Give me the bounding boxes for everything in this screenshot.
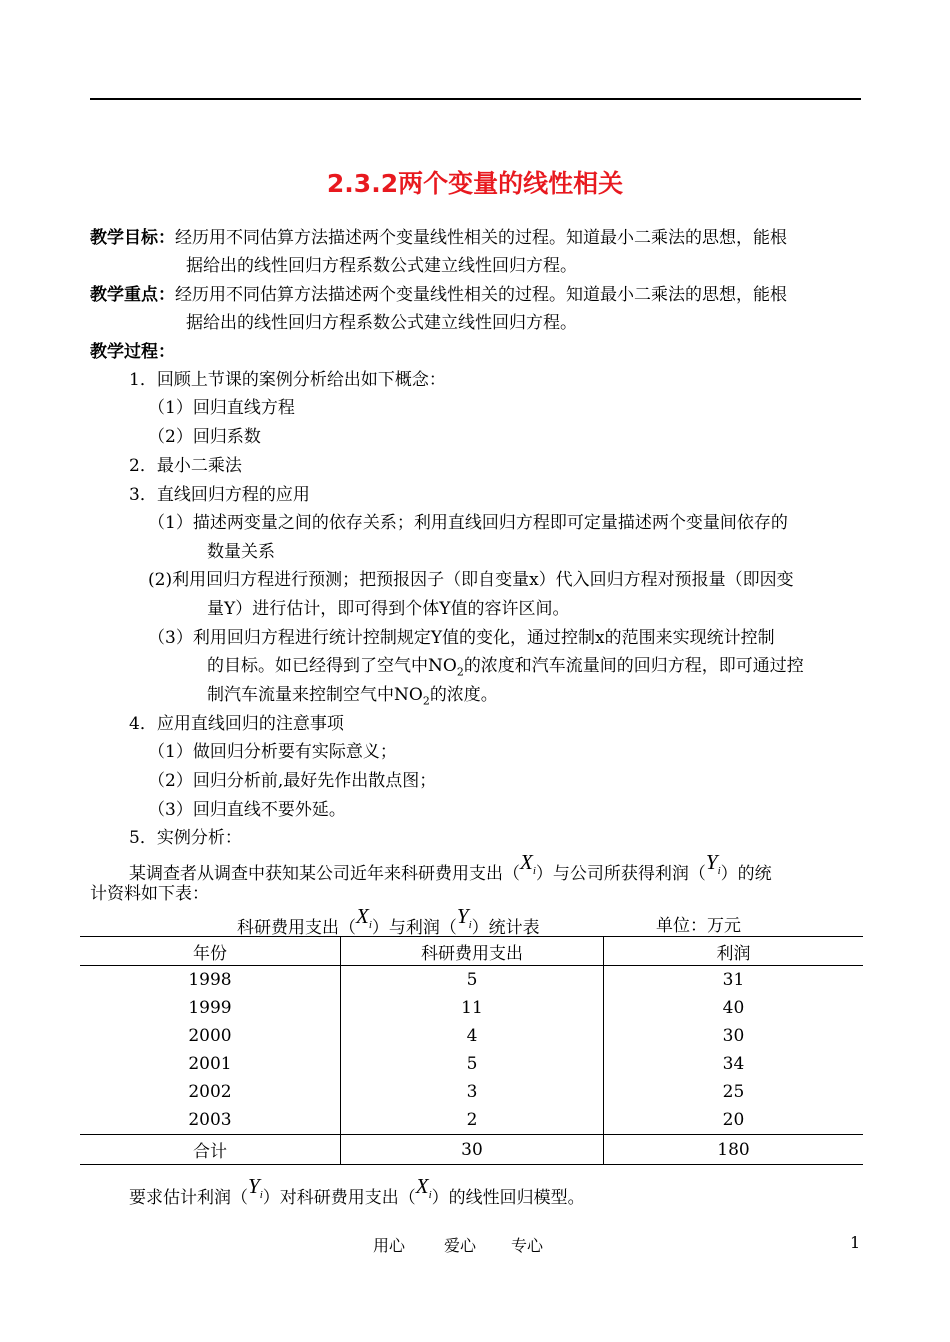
subscript-2: 2 <box>456 665 464 679</box>
example-text-c: ）的统 <box>720 864 772 884</box>
example-line2: 计资料如下表： <box>90 884 209 904</box>
keypoints-line2: 据给出的线性回归方程系数公式建立线性回归方程。 <box>186 313 577 333</box>
cell-expense: 11 <box>341 994 604 1022</box>
var-x: $X_i$ <box>356 904 372 932</box>
cell-year: 2001 <box>80 1050 341 1078</box>
cell-expense: 5 <box>341 966 604 995</box>
cell-expense: 2 <box>341 1106 604 1135</box>
keypoints-line1 <box>90 281 787 309</box>
item-3c-line2-b: 的浓度和汽车流量间的回归方程，即可通过控 <box>463 656 804 676</box>
item-2: 2．最小二乘法 <box>129 456 242 476</box>
item-5: 5．实例分析： <box>129 828 242 848</box>
item-3: 3．直线回归方程的应用 <box>129 485 310 505</box>
requirement-line: 要求估计利润$(Y_i)$对科研费用支出$(X_i)$的线性回归模型。 <box>129 1174 585 1208</box>
table-caption: 科研费用支出$(X_i)$与利润$(Y_i)$统计表 <box>237 904 540 938</box>
example-text-b: ）与公司所获得利润（ <box>535 864 706 884</box>
header-profit: 利润 <box>604 937 864 966</box>
total-profit: 180 <box>604 1135 864 1165</box>
cell-year: 2003 <box>80 1106 341 1135</box>
keypoints-text-1: 经历用不同估算方法描述两个变量线性相关的过程。知道最小二乘法的思想，能根 <box>175 285 787 305</box>
cell-year: 2000 <box>80 1022 341 1050</box>
item-1: 1．回顾上节课的案例分析给出如下概念： <box>129 370 446 390</box>
item-4a: （1）做回归分析要有实际意义； <box>148 742 397 762</box>
table-total-row <box>80 1135 863 1165</box>
var-y: $Y_i$ <box>248 1174 263 1202</box>
header-rule <box>90 98 861 100</box>
example-line1 <box>129 850 772 895</box>
table-header-row <box>80 937 863 966</box>
table-row <box>80 994 863 1022</box>
objectives-text-1: 经历用不同估算方法描述两个变量线性相关的过程。知道最小二乘法的思想，能根 <box>175 228 787 248</box>
cell-expense: 4 <box>341 1022 604 1050</box>
cell-expense: 3 <box>341 1078 604 1106</box>
cell-profit: 34 <box>722 1054 745 1074</box>
footer-middle: 爱心 <box>444 1236 477 1255</box>
cell-profit: 31 <box>722 970 745 990</box>
page-title: 2.3.2两个变量的线性相关 <box>326 169 624 198</box>
var-x: $X_i$ <box>415 1174 432 1202</box>
cell-profit: 20 <box>722 1110 745 1130</box>
example-text-a: 某调查者从调查中获知某公司近年来科研费用支出（ <box>129 864 520 884</box>
table-row <box>80 1106 863 1135</box>
cell-profit: 30 <box>722 1026 745 1046</box>
objectives-line2: 据给出的线性回归方程系数公式建立线性回归方程。 <box>186 256 577 276</box>
var-y: $Y_i$ <box>705 850 721 878</box>
item-3c-line3-a: 制汽车流量来控制空气中NO <box>207 685 423 705</box>
statistics-table <box>80 936 863 1165</box>
item-1b: （2）回归系数 <box>148 427 261 447</box>
var-x: $X_i$ <box>520 850 536 878</box>
cell-expense: 5 <box>341 1050 604 1078</box>
footer-right: 专心 <box>511 1236 544 1255</box>
page-number: 1 <box>850 1233 861 1252</box>
item-4c: （3）回归直线不要外延。 <box>148 800 346 820</box>
item-3b-line1: (2)利用回归方程进行预测；把预报因子（即自变量x）代入回归方程对预报量（即因变 <box>148 570 794 590</box>
table-row <box>80 966 863 995</box>
objectives-label: 教学目标： <box>90 228 175 248</box>
total-label: 合计 <box>80 1135 341 1165</box>
item-3a-line1: （1）描述两变量之间的依存关系；利用直线回归方程即可定量描述两个变量间依存的 <box>148 513 788 533</box>
cell-year: 1998 <box>80 966 341 995</box>
item-4: 4．应用直线回归的注意事项 <box>129 714 344 734</box>
objectives-line1 <box>90 224 787 252</box>
cell-year: 2002 <box>80 1078 341 1106</box>
table-row <box>80 1078 863 1106</box>
item-3a-line2: 数量关系 <box>207 542 275 562</box>
var-y: $Y_i$ <box>456 904 472 932</box>
footer-left: 用心 <box>373 1236 406 1255</box>
item-4b: （2）回归分析前,最好先作出散点图； <box>148 771 437 791</box>
item-1a: （1）回归直线方程 <box>148 398 295 418</box>
header-year: 年份 <box>80 937 341 966</box>
table-row <box>80 1050 863 1078</box>
cell-profit: 25 <box>722 1082 745 1102</box>
cell-year: 1999 <box>80 994 341 1022</box>
table-unit: 单位：万元 <box>656 916 741 936</box>
cell-profit: 40 <box>722 998 745 1018</box>
subscript-2: 2 <box>422 694 430 708</box>
process-label: 教学过程： <box>90 342 175 362</box>
item-3c-line1: （3）利用回归方程进行统计控制规定Y值的变化，通过控制x的范围来实现统计控制 <box>148 628 775 648</box>
table-row <box>80 1022 863 1050</box>
item-3b-line2: 量Y）进行估计，即可得到个体Y值的容许区间。 <box>207 599 570 619</box>
header-rd-expense: 科研费用支出 <box>341 937 604 966</box>
keypoints-label: 教学重点： <box>90 285 175 305</box>
total-expense: 30 <box>341 1135 604 1165</box>
item-3c-line2-a: 的目标。如已经得到了空气中NO <box>207 656 457 676</box>
item-3c-line3-b: 的浓度。 <box>429 685 498 705</box>
